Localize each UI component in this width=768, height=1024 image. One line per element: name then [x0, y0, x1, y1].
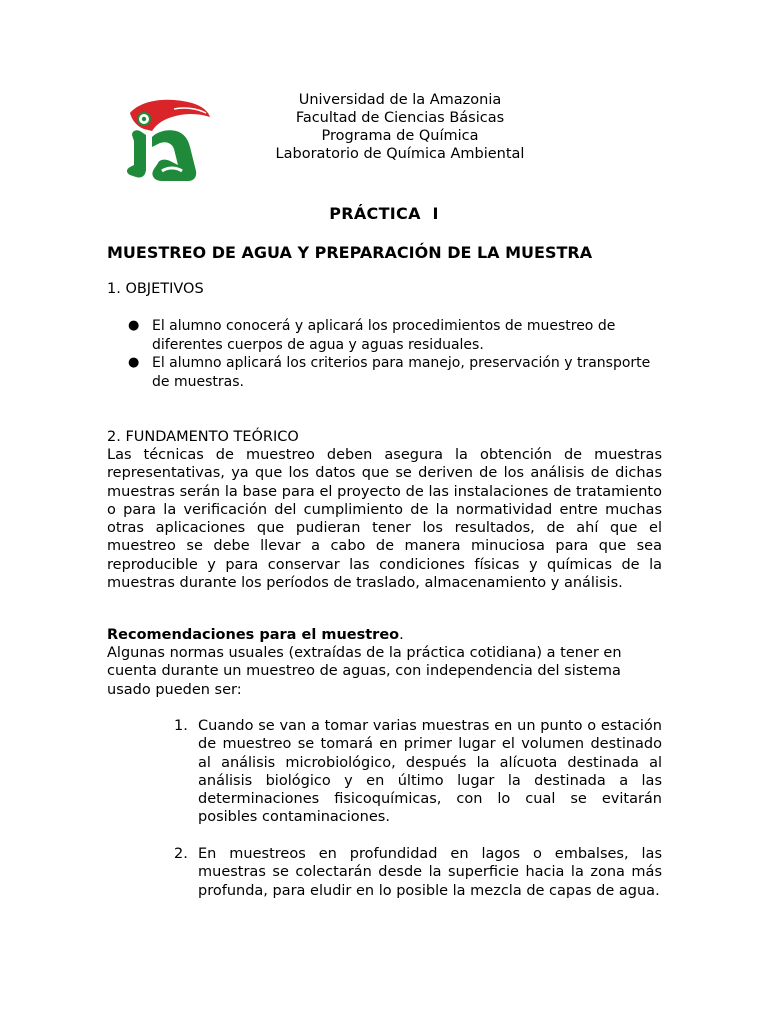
objective-text: El alumno aplicará los criterios para manejo, preservación y transporte de muestras. — [152, 355, 651, 390]
practice-subtitle: MUESTREO DE AGUA Y PREPARACIÓN DE LA MUESTRA — [107, 243, 593, 262]
theory-paragraph: Las técnicas de muestreo deben asegura la obtención de muestras representativas, ya que los datos que se deriven de los análisis de dichas muestras serán la base para el proyecto de las instalaciones de tratamiento o para la verificación del cumplimiento de la normatividad entre muchas otras aplicaciones que pudieran tener los resultados, de ahí que el muestreo se debe llevar a cabo de manera minuciosa para que sea reproducible y para conservar las condiciones físicas y químicas de la muestras durante los períodos de traslado, almacenamiento y análisis. — [107, 447, 662, 592]
list-item — [128, 317, 668, 354]
list-number: 2. — [174, 846, 188, 862]
list-item-text: En muestreos en profundidad en lagos o embalses, las muestras se colectarán desde la superficie hacia la zona más profunda, para eludir en lo posible la mezcla de capas de agua. — [198, 846, 662, 899]
header-laboratory: Laboratorio de Química Ambiental — [275, 146, 525, 162]
list-item — [128, 354, 668, 391]
bullet-icon: ● — [128, 318, 140, 333]
objectives-list — [128, 317, 668, 391]
objectives-heading: 1. OBJETIVOS — [107, 281, 204, 297]
recommendations-heading-period: . — [399, 627, 404, 643]
list-item-text: Cuando se van a tomar varias muestras en un punto o estación de muestreo se tomará en primer lugar el volumen destinado al análisis microbiológico, después la alícuota destinada al análisis biológico y en último lugar la destinada a las determinaciones fisicoquímicas, con lo cual se evitarán posibles contaminaciones. — [198, 718, 662, 826]
header-university: Universidad de la Amazonia — [298, 92, 502, 108]
theory-heading: 2. FUNDAMENTO TEÓRICO — [107, 429, 299, 445]
recommendations-heading-text: Recomendaciones para el muestreo — [107, 627, 400, 643]
recommendations-heading — [107, 627, 404, 643]
practice-title: PRÁCTICA I — [329, 204, 439, 223]
university-toucan-logo-icon — [122, 95, 212, 187]
objective-text: El alumno conocerá y aplicará los procedimientos de muestreo de diferentes cuerpos de agua y aguas residuales. — [152, 318, 616, 353]
institution-header — [230, 91, 570, 163]
list-number: 1. — [174, 718, 188, 734]
recommendations-intro: Algunas normas usuales (extraídas de la práctica cotidiana) a tener en cuenta durante un muestreo de aguas, con independencia del sistema usado pueden ser: — [107, 645, 622, 698]
header-program: Programa de Química — [321, 128, 479, 144]
header-faculty: Facultad de Ciencias Básicas — [295, 110, 505, 126]
bullet-icon: ● — [128, 355, 140, 370]
